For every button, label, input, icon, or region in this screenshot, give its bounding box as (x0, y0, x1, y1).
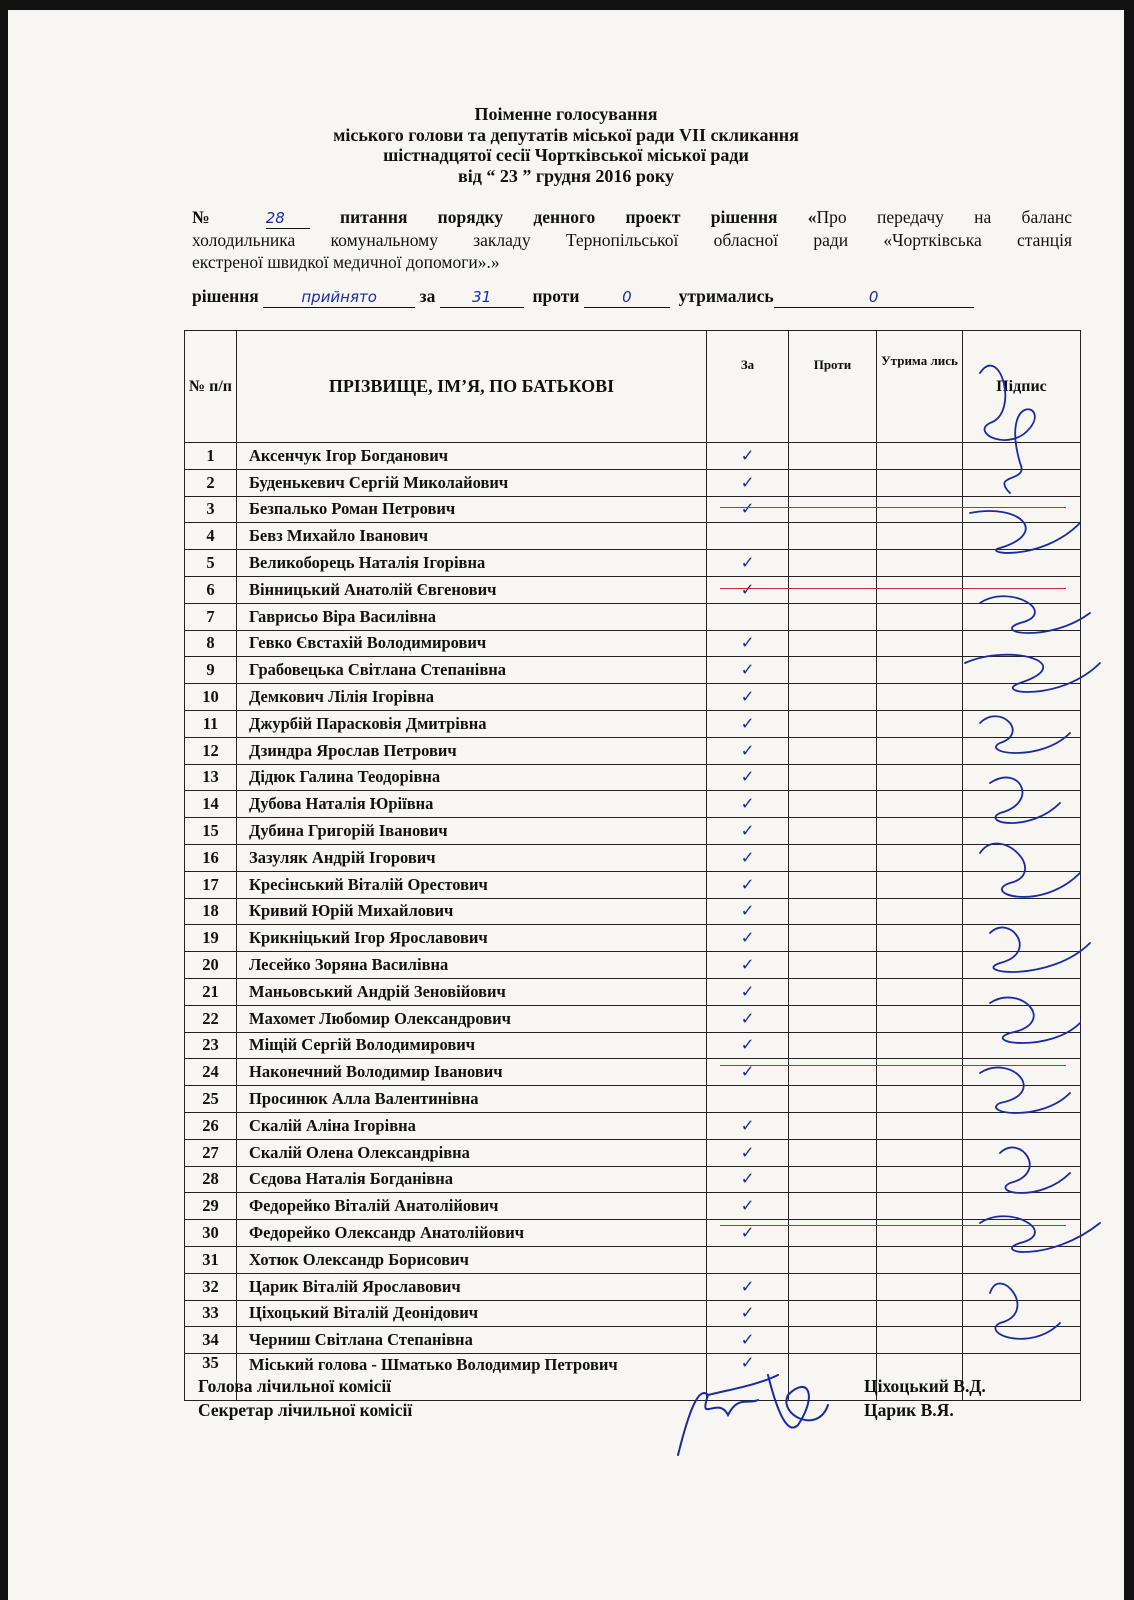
abstain-label: утримались (678, 286, 774, 306)
member-name: Буденькевич Сергій Миколайович (237, 469, 707, 496)
row-number: 2 (185, 469, 237, 496)
vote-for-mark: ✓ (707, 1005, 789, 1032)
chair-label: Голова лічильної комісії (198, 1376, 392, 1396)
vote-against-cell (789, 603, 877, 630)
row-number: 3 (185, 496, 237, 523)
member-name: Дубова Наталія Юріївна (237, 791, 707, 818)
vote-abstain-cell (877, 844, 963, 871)
vote-for-mark: ✓ (707, 1059, 789, 1086)
member-name: Ціхоцький Віталій Деонідович (237, 1300, 707, 1327)
vote-abstain-cell (877, 657, 963, 684)
header-name: ПРІЗВИЩЕ, ІМ’Я, ПО БАТЬКОВІ (237, 331, 707, 443)
row-number: 1 (185, 443, 237, 470)
member-name: Дзиндра Ярослав Петрович (237, 737, 707, 764)
header-line-1: Поіменне голосування (474, 104, 658, 124)
vote-against-cell (789, 576, 877, 603)
vote-against-cell (789, 764, 877, 791)
table-row (185, 657, 1081, 684)
vote-against-cell (789, 1220, 877, 1247)
vote-against-cell (789, 523, 877, 550)
vote-for-mark: ✓ (707, 818, 789, 845)
vote-for-mark: ✓ (707, 657, 789, 684)
member-name: Кривий Юрій Михайлович (237, 898, 707, 925)
member-name: Царик Віталій Ярославович (237, 1273, 707, 1300)
header-line-4: від “ 23 ” грудня 2016 року (458, 165, 674, 186)
vote-against-cell (789, 737, 877, 764)
signatures-scribble (960, 333, 1110, 1373)
header-line-3: шістнадцятої сесії Чортківської міської ради (383, 145, 749, 165)
member-name: Міський голова - Шматько Володимир Петрович (237, 1354, 707, 1401)
table-row (185, 978, 1081, 1005)
member-name: Скалій Аліна Ігорівна (237, 1112, 707, 1139)
vote-abstain-cell (877, 1112, 963, 1139)
member-name: Скалій Олена Олександрівна (237, 1139, 707, 1166)
vote-against-cell (789, 1139, 877, 1166)
member-name: Зазуляк Андрій Ігорович (237, 844, 707, 871)
vote-abstain-cell (877, 603, 963, 630)
row-number: 4 (185, 523, 237, 550)
vote-for-mark: ✓ (707, 898, 789, 925)
vote-abstain-cell (877, 737, 963, 764)
member-name: Черниш Світлана Степанівна (237, 1327, 707, 1354)
row-number: 27 (185, 1139, 237, 1166)
vote-against-cell (789, 684, 877, 711)
vote-abstain-cell (877, 871, 963, 898)
vote-for-mark (707, 603, 789, 630)
table-row (185, 898, 1081, 925)
vote-against-cell (789, 925, 877, 952)
row-number: 35 (185, 1354, 237, 1401)
vote-abstain-cell (877, 550, 963, 577)
vote-for-mark: ✓ (707, 1032, 789, 1059)
table-row (185, 443, 1081, 470)
vote-for-mark: ✓ (707, 630, 789, 657)
vote-against-cell (789, 710, 877, 737)
vote-for-mark: ✓ (707, 978, 789, 1005)
vote-against-cell (789, 1086, 877, 1113)
header-against: Проти (789, 331, 877, 443)
table-row (185, 844, 1081, 871)
table-row (185, 576, 1081, 603)
header-num: № п/п (185, 331, 237, 443)
member-name: Лесейко Зоряна Василівна (237, 952, 707, 979)
row-number: 7 (185, 603, 237, 630)
header-line-2: міського голови та депутатів міської ради VII скликання (333, 124, 799, 145)
member-name: Федорейко Віталій Анатолійович (237, 1193, 707, 1220)
table-row (185, 1086, 1081, 1113)
table-header-row (185, 331, 1081, 443)
member-name: Гаврисьо Віра Василівна (237, 603, 707, 630)
table-row (185, 1166, 1081, 1193)
header-signature: Підпис (963, 331, 1081, 443)
table-row (185, 764, 1081, 791)
member-name: Махомет Любомир Олександрович (237, 1005, 707, 1032)
vote-abstain-cell (877, 1032, 963, 1059)
vote-against-cell (789, 1112, 877, 1139)
vote-against-cell (789, 1246, 877, 1273)
table-row (185, 630, 1081, 657)
agenda-item (192, 206, 1072, 273)
secretary-label: Секретар лічильної комісії (198, 1400, 413, 1420)
document-sheet (8, 10, 1124, 1600)
table-row (185, 1220, 1081, 1247)
vote-for-mark: ✓ (707, 1327, 789, 1354)
vote-for-mark: ✓ (707, 576, 789, 603)
vote-for-mark: ✓ (707, 684, 789, 711)
item-number-value: 28 (266, 208, 310, 229)
table-row (185, 1327, 1081, 1354)
vote-for-mark: ✓ (707, 1193, 789, 1220)
vote-for-mark: ✓ (707, 1273, 789, 1300)
table-row (185, 496, 1081, 523)
table-row (185, 1193, 1081, 1220)
table-row (185, 1059, 1081, 1086)
table-row (185, 1300, 1081, 1327)
member-name: Дідюк Галина Теодорівна (237, 764, 707, 791)
decision-label: рішення (192, 286, 259, 306)
member-name: Аксенчук Ігор Богданович (237, 443, 707, 470)
row-number: 29 (185, 1193, 237, 1220)
row-number: 33 (185, 1300, 237, 1327)
member-name: Кресінський Віталій Орестович (237, 871, 707, 898)
vote-against-cell (789, 978, 877, 1005)
vote-for-mark: ✓ (707, 469, 789, 496)
item-lead: питання порядку денного проект рішення « (340, 207, 817, 227)
row-number: 5 (185, 550, 237, 577)
vote-abstain-cell (877, 443, 963, 470)
vote-abstain-cell (877, 1273, 963, 1300)
vote-for-mark: ✓ (707, 1139, 789, 1166)
vote-against-cell (789, 469, 877, 496)
vote-abstain-cell (877, 1059, 963, 1086)
vote-abstain-cell (877, 978, 963, 1005)
vote-abstain-cell (877, 684, 963, 711)
vote-abstain-cell (877, 1300, 963, 1327)
for-value: 31 (440, 287, 524, 308)
against-value: 0 (584, 287, 670, 308)
vote-for-mark: ✓ (707, 550, 789, 577)
table-row (185, 1005, 1081, 1032)
member-name: Гевко Євстахій Володимирович (237, 630, 707, 657)
row-number: 26 (185, 1112, 237, 1139)
vote-abstain-cell (877, 898, 963, 925)
member-name: Вінницький Анатолій Євгенович (237, 576, 707, 603)
table-row (185, 871, 1081, 898)
member-name: Наконечний Володимир Іванович (237, 1059, 707, 1086)
table-row (185, 791, 1081, 818)
vote-abstain-cell (877, 630, 963, 657)
item-line-2: холодильника комунальному закладу Тернопільської обласної ради «Чортківська станція (192, 230, 1072, 250)
member-name: Сєдова Наталія Богданівна (237, 1166, 707, 1193)
vote-abstain-cell (877, 1139, 963, 1166)
vote-abstain-cell (877, 576, 963, 603)
vote-against-cell (789, 550, 877, 577)
row-number: 9 (185, 657, 237, 684)
table-row (185, 952, 1081, 979)
table-row (185, 603, 1081, 630)
vote-for-mark: ✓ (707, 443, 789, 470)
vote-against-cell (789, 1300, 877, 1327)
member-name: Просинюк Алла Валентинівна (237, 1086, 707, 1113)
row-number: 18 (185, 898, 237, 925)
vote-abstain-cell (877, 1005, 963, 1032)
vote-table (184, 330, 1081, 1401)
vote-against-cell (789, 1193, 877, 1220)
row-number: 28 (185, 1166, 237, 1193)
vote-abstain-cell (877, 1166, 963, 1193)
vote-for-mark: ✓ (707, 1300, 789, 1327)
vote-abstain-cell (877, 818, 963, 845)
vote-against-cell (789, 898, 877, 925)
abstain-value: 0 (774, 287, 974, 308)
table-row (185, 684, 1081, 711)
vote-against-cell (789, 1166, 877, 1193)
vote-abstain-cell (877, 496, 963, 523)
vote-abstain-cell (877, 1086, 963, 1113)
vote-abstain-cell (877, 1220, 963, 1247)
member-name: Грабовецька Світлана Степанівна (237, 657, 707, 684)
vote-against-cell (789, 844, 877, 871)
vote-abstain-cell (877, 1246, 963, 1273)
vote-abstain-cell (877, 1327, 963, 1354)
vote-for-mark: ✓ (707, 496, 789, 523)
vote-against-cell (789, 657, 877, 684)
row-number: 11 (185, 710, 237, 737)
vote-abstain-cell (877, 791, 963, 818)
chair-name: Ціхоцький В.Д. (864, 1376, 986, 1396)
vote-for-mark: ✓ (707, 871, 789, 898)
vote-against-cell (789, 496, 877, 523)
vote-for-mark (707, 1086, 789, 1113)
row-number: 14 (185, 791, 237, 818)
vote-for-mark: ✓ (707, 1112, 789, 1139)
vote-for-mark: ✓ (707, 710, 789, 737)
row-number: 15 (185, 818, 237, 845)
vote-against-cell (789, 818, 877, 845)
decision-line (192, 286, 1092, 308)
vote-against-cell (789, 1273, 877, 1300)
vote-against-cell (789, 443, 877, 470)
vote-abstain-cell (877, 925, 963, 952)
table-row (185, 1246, 1081, 1273)
header-abstain: Утрима лись (877, 331, 963, 443)
commission-signatures (668, 1355, 848, 1465)
row-number: 12 (185, 737, 237, 764)
row-number: 17 (185, 871, 237, 898)
member-name: Великоборець Наталія Ігорівна (237, 550, 707, 577)
member-name: Демкович Лілія Ігорівна (237, 684, 707, 711)
item-line-3: екстреної швидкої медичної допомоги».» (192, 252, 500, 272)
vote-abstain-cell (877, 710, 963, 737)
table-row (185, 1112, 1081, 1139)
vote-for-mark: ✓ (707, 737, 789, 764)
secretary-name: Царик В.Я. (864, 1400, 954, 1420)
table-row (185, 925, 1081, 952)
item-lead-rest: Про передачу на баланс (816, 207, 1073, 227)
vote-against-cell (789, 1005, 877, 1032)
vote-for-mark: ✓ (707, 1354, 789, 1401)
against-label: проти (532, 286, 580, 306)
row-number: 19 (185, 925, 237, 952)
header-for: За (707, 331, 789, 443)
table-row (185, 523, 1081, 550)
row-number: 30 (185, 1220, 237, 1247)
row-number: 34 (185, 1327, 237, 1354)
vote-against-cell (789, 791, 877, 818)
commission-footer (198, 1374, 1038, 1422)
table-row (185, 1273, 1081, 1300)
vote-for-mark: ✓ (707, 925, 789, 952)
vote-for-mark: ✓ (707, 1166, 789, 1193)
member-name: Крикніцький Ігор Ярославович (237, 925, 707, 952)
vote-for-mark: ✓ (707, 952, 789, 979)
row-number: 10 (185, 684, 237, 711)
vote-against-cell (789, 952, 877, 979)
member-name: Джурбій Парасковія Дмитрівна (237, 710, 707, 737)
vote-for-mark (707, 523, 789, 550)
table-row (185, 818, 1081, 845)
member-name: Міщій Сергій Володимирович (237, 1032, 707, 1059)
row-number: 22 (185, 1005, 237, 1032)
item-number-label: № (192, 207, 236, 227)
row-number: 16 (185, 844, 237, 871)
row-number: 24 (185, 1059, 237, 1086)
row-number: 20 (185, 952, 237, 979)
vote-against-cell (789, 1032, 877, 1059)
vote-for-mark (707, 1246, 789, 1273)
vote-abstain-cell (877, 523, 963, 550)
row-number: 6 (185, 576, 237, 603)
member-name: Безпалько Роман Петрович (237, 496, 707, 523)
member-name: Маньовський Андрій Зеновійович (237, 978, 707, 1005)
table-row (185, 1139, 1081, 1166)
member-name: Хотюк Олександр Борисович (237, 1246, 707, 1273)
vote-against-cell (789, 871, 877, 898)
for-label: за (419, 286, 436, 306)
document-header (8, 104, 1124, 186)
vote-against-cell (789, 630, 877, 657)
member-name: Федорейко Олександр Анатолійович (237, 1220, 707, 1247)
table-row (185, 550, 1081, 577)
vote-for-mark: ✓ (707, 764, 789, 791)
vote-against-cell (789, 1327, 877, 1354)
decision-value: прийнято (263, 287, 415, 308)
vote-abstain-cell (877, 1193, 963, 1220)
table-row (185, 710, 1081, 737)
vote-abstain-cell (877, 469, 963, 496)
vote-for-mark: ✓ (707, 791, 789, 818)
vote-abstain-cell (877, 952, 963, 979)
row-number: 8 (185, 630, 237, 657)
table-row (185, 469, 1081, 496)
table-row (185, 737, 1081, 764)
row-number: 13 (185, 764, 237, 791)
table-row (185, 1032, 1081, 1059)
vote-for-mark: ✓ (707, 1220, 789, 1247)
row-number: 21 (185, 978, 237, 1005)
row-number: 23 (185, 1032, 237, 1059)
row-number: 25 (185, 1086, 237, 1113)
vote-for-mark: ✓ (707, 844, 789, 871)
row-number: 31 (185, 1246, 237, 1273)
vote-abstain-cell (877, 764, 963, 791)
vote-against-cell (789, 1059, 877, 1086)
member-name: Дубина Григорій Іванович (237, 818, 707, 845)
row-number: 32 (185, 1273, 237, 1300)
member-name: Бевз Михайло Іванович (237, 523, 707, 550)
